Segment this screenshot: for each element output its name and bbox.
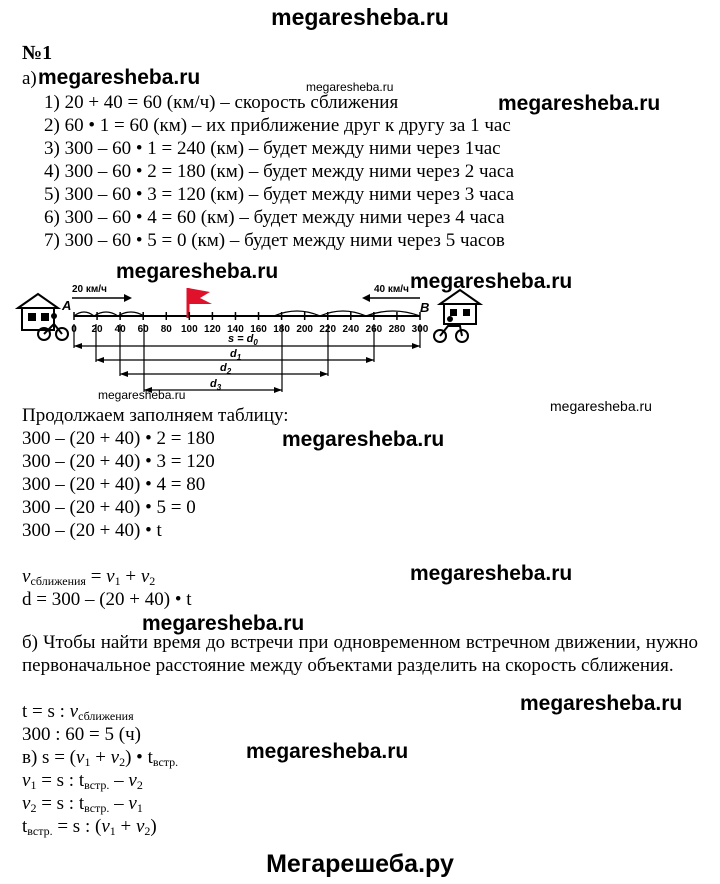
tick-label: 160: [250, 324, 267, 335]
watermark: megaresheba.ru: [282, 428, 445, 451]
site-footer: Мегарешеба.ру: [266, 850, 454, 878]
tick-label: 80: [160, 324, 172, 335]
watermark: megaresheba.ru: [520, 692, 683, 715]
part-a-line: 7) 300 – 60 • 5 = 0 (км) – будет между ними через 5 часов: [44, 230, 505, 251]
formula-v-approach: $v_{сближения} = v_1 + v_2$: [22, 566, 156, 588]
tick-label: 200: [296, 324, 314, 335]
part-a-label: а): [22, 68, 37, 89]
table-line: 300 – (20 + 40) • 2 = 180: [22, 428, 215, 449]
tick-label: 280: [388, 324, 406, 335]
part-v-line: в) $s = (v_1 + v_2)$ • $t_{встр.}$: [22, 747, 179, 769]
part-a-line: 5) 300 – 60 • 3 = 120 (км) – будет между ними через 3 часа: [44, 184, 515, 205]
point-b-label: B: [420, 300, 430, 315]
watermark: megaresheba.ru: [142, 612, 305, 635]
tick-label: 60: [137, 324, 149, 335]
point-a-label: A: [62, 298, 72, 313]
tick-label: 180: [273, 324, 290, 335]
watermark: megaresheba.ru: [98, 388, 186, 402]
table-intro: Продолжаем заполняем таблицу:: [22, 405, 289, 426]
part-a-line: 3) 300 – 60 • 1 = 240 (км) – будет между ними через 1час: [44, 138, 501, 159]
watermark: megaresheba.ru: [306, 80, 394, 94]
watermark: megaresheba.ru: [410, 270, 573, 293]
site-header: megaresheba.ru: [271, 4, 449, 30]
tick-label: 120: [204, 324, 221, 335]
tick-label: 220: [319, 324, 337, 335]
tick-label: 240: [342, 324, 360, 335]
house-right-icon: [440, 290, 480, 324]
tick-label: 40: [114, 324, 126, 335]
table-line: 300 – (20 + 40) • 5 = 0: [22, 497, 196, 518]
movement-diagram: [0, 270, 720, 400]
speed-b-label: 40 км/ч: [374, 284, 409, 295]
distance-d1-label: $d_1$: [230, 348, 242, 362]
table-line: 300 – (20 + 40) • 4 = 80: [22, 474, 206, 495]
formula-d: d = 300 – (20 + 40) • t: [22, 589, 192, 610]
part-b-calc: 300 : 60 = 5 (ч): [22, 724, 141, 745]
part-a-line: 1) 20 + 40 = 60 (км/ч) – скорость сближения: [44, 92, 399, 113]
watermark: megaresheba.ru: [498, 92, 661, 115]
watermark: megaresheba.ru: [246, 740, 409, 763]
formula-t: t = s : $v_{сближения}$: [22, 701, 134, 723]
tick-label: 140: [227, 324, 244, 335]
tick-label: 0: [71, 324, 77, 335]
part-a-line: 6) 300 – 60 • 4 = 60 (км) – будет между ними через 4 часа: [44, 207, 505, 228]
table-line: 300 – (20 + 40) • 3 = 120: [22, 451, 215, 472]
tick-label: 100: [180, 324, 198, 335]
part-v-line: $t_{встр.} = s$ : $(v_1 + v_2)$: [22, 816, 157, 838]
table-line: 300 – (20 + 40) • t: [22, 520, 162, 541]
watermark: megaresheba.ru: [410, 562, 573, 585]
speed-a-label: 20 км/ч: [72, 284, 107, 295]
distance-d3-label: $d_3$: [210, 378, 222, 392]
part-v-line: $v_1 = s$ : $t_{встр.} - v_2$: [22, 770, 143, 792]
tick-label: 20: [91, 324, 103, 335]
tick-label: 260: [365, 324, 383, 335]
part-b-text: б) Чтобы найти время до встречи при одновременном встречном движении, нужно первоначальное расстояние между объектами разделить на скорость сближения.: [22, 632, 698, 676]
part-v-line: $v_2 = s$ : $t_{встр.} - v_1$: [22, 793, 143, 815]
part-a-line: 2) 60 • 1 = 60 (км) – их приближение друг к другу за 1 час: [44, 115, 511, 136]
distance-d2-label: $d_2$: [220, 362, 232, 376]
tick-label: 300: [411, 324, 429, 335]
flag-icon: [188, 288, 212, 318]
watermark: megaresheba.ru: [38, 66, 201, 89]
distance-s-label: $s = d_0$: [228, 333, 258, 347]
part-a-line: 4) 300 – 60 • 2 = 180 (км) – будет между ними через 2 часа: [44, 161, 515, 182]
watermark: megaresheba.ru: [116, 260, 279, 283]
problem-number: №1: [22, 42, 53, 64]
watermark: megaresheba.ru: [550, 398, 652, 414]
